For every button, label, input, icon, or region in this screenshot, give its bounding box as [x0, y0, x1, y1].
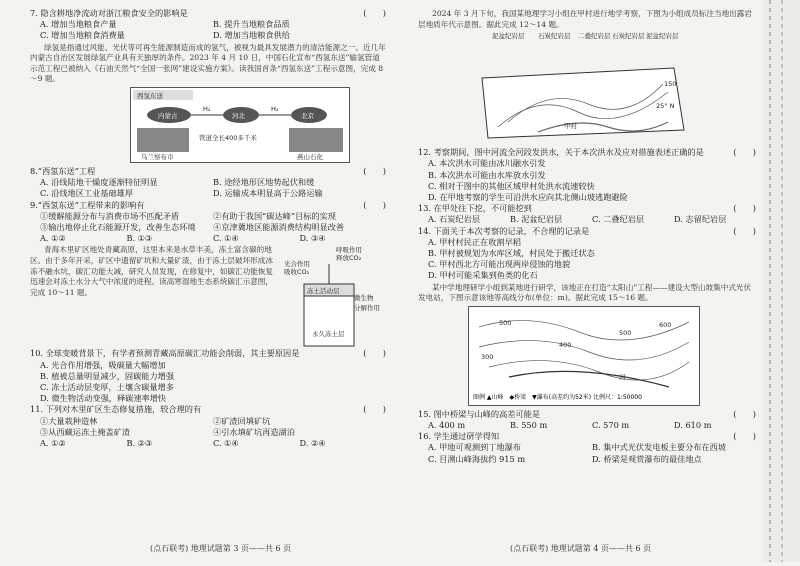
q15-options: A. 400 m B. 550 m C. 570 m D. 610 m	[428, 420, 712, 431]
q11-options: A. ①② B. ②③ C. ①④ D. ②④	[40, 438, 326, 449]
figure-contour-map	[468, 306, 700, 406]
q7-options: A. 增加当地粮食产量 B. 提升当地粮食品质 C. 增加当地粮食消费量 D. 增加当地粮食供给	[40, 19, 290, 41]
label-photosynthesis: 光合作用	[284, 260, 310, 269]
footer-page4: (点石联考) 地理试题第 4 页——共 6 页	[510, 544, 652, 553]
contour-400: 400	[559, 340, 572, 349]
q12-options: A. 本次洪水可能由冰川融水引发 B. 本次洪水可能由水库放水引发 C. 相对于图中的其他区域甲村处洪水流速较快 D. 在甲地考察的学生可沿洪水应向其北侧山坡逃跑避险	[428, 158, 628, 202]
q9-items: ①缓解能源分布与消费市场不匹配矛盾 ②有助于我国“碳达峰”目标的实现 ③输出地停止化石能源开发，改善生态环境 ④京津冀地区能源消费结构明显改善	[40, 210, 345, 232]
passage-solar: 某中学地理研学小组到某地进行研学，该地正在打造“太阳山”工程——建设大型山坡集中式光伏发电站，下图示意该地等高线分布(单位：m)。据此完成 15～16 题。	[418, 282, 752, 303]
q8-stem: 8.“西氢东送”工程 ( )	[30, 165, 386, 176]
q10-stem: 10. 全球变暖背景下，有学者预测青藏高原碳汇功能会削弱，其主要原因是 ( )	[30, 348, 386, 359]
q16-stem: 16. 学生通过研学得知 ( )	[418, 431, 756, 442]
passage-hydrogen: 绿氢是指通过风能、光伏等可再生能源制造而成的氢气，被视为最具发展潜力的清洁能源之一。近几年内蒙古自治区发展绿氢产业具有天独厚的条件。2023 年 4 月 10 日，中国石化宣布“西氢东送”输氢管道示范工程已被纳入《石油天然气“全国一张网”建设实施方案》。读我国首条“西氢东送”工程示意图，完成 8～9 题。	[30, 42, 386, 84]
village-label: 甲村	[564, 122, 577, 131]
right-page	[400, 0, 762, 562]
label-absorb-co2: 吸收CO₂	[284, 268, 310, 277]
map-legend: 图例 ▲山峰 ◆桥梁 ▼瀑布(高差约为52米) 比例尺：1:50000	[473, 393, 642, 401]
q9-options: A. ①② B. ①③ C. ①④ D. ③④	[40, 233, 326, 244]
contour-300: 300	[481, 352, 494, 361]
photo-ulanqab	[137, 128, 189, 152]
node-neimenggu: 内蒙古	[158, 111, 178, 120]
contour-500b: 500	[619, 328, 632, 337]
layer-label-4: 石炭纪岩层	[612, 32, 645, 41]
q14-stem: 14. 下面关于本次考察的记录，不合理的记录是 ( )	[418, 225, 756, 236]
q11-items: ①大量栽种造林 ②矿渣回填矿坑 ③从西藏运冻土掩盖矿渣 ④引水填矿坑再造湖泊	[40, 415, 295, 437]
q15-stem: 15. 图中桥梁与山峰的高差可能是 ( )	[418, 408, 756, 419]
node-beijing: 北京	[301, 111, 314, 120]
q12-stem: 12. 考察期间，图中河流全河段发洪水，关于本次洪水及应对措施表述正确的是 ( )	[418, 147, 756, 158]
contour-label: 150	[664, 80, 677, 89]
pipe-length: 管道全长400多千米	[199, 133, 257, 142]
binding-dashes	[762, 0, 800, 562]
figure-strata	[478, 32, 688, 144]
binding-margin	[762, 0, 800, 562]
q9-stem: 9.“西氢东送”工程带来的影响有 ( )	[30, 199, 386, 210]
contour-line	[479, 340, 689, 359]
figure-west-hydrogen	[130, 87, 350, 163]
river-line	[509, 371, 669, 387]
node-hebei: 河北	[232, 111, 245, 120]
fig1-title: 西氢东送	[137, 91, 163, 100]
latitude-label: 25° N	[656, 102, 675, 111]
layer-label-3: 二叠纪岩层	[578, 32, 611, 41]
contour-600: 600	[659, 320, 672, 329]
q8-options: A. 沿线陆地干燥度逐渐特征明显 B. 途经地形区地势起伏和缓 C. 沿线地区工业基础雄厚 D. 运输成本明显高于公路运输	[40, 177, 323, 199]
passage-geology: 2024 年 3 月下旬，我国某地理学习小组在甲村进行地学考察，下图为小组成员标注当地出露岩层地质年代示意图。据此完成 12～14 题。	[418, 9, 752, 29]
label-release-co2: 释放CO₂	[336, 254, 362, 263]
label-microbe: 微生物	[354, 294, 374, 303]
contour-line	[489, 360, 689, 379]
q13-stem: 13. 在甲处往下挖，不可能挖到 ( )	[418, 203, 756, 214]
q14-options: A. 甲村村民正在收割早稻 B. 甲村被规划为水库区域，村民处于搬迁状态 C. 甲村西北方可能出现两岸侵蚀的地貌 D. 甲村可能采集到鱼类的化石	[428, 236, 595, 281]
photo-yanshan	[289, 128, 343, 152]
passage-muli: 青海木里矿区地处青藏高原，这里本来是水草丰美，冻土富含碳的地区。由于多年开采，矿区中遗留矿坑和大量矿渣，由于冻土层破坏形成冰冻不融水坑，碳汇功能大减，研究人员发现，在修复中，如碳汇功能恢复迅速会对冻土水分大气中浓度的进程。读高寒湿地生态系统碳汇示意图，完成 10～11 题。	[30, 245, 273, 297]
q11-stem: 11. 下列对木里矿区生态修复措施，较合理的有 ( )	[30, 404, 386, 415]
photo1-caption: 乌兰察布市	[141, 152, 174, 161]
q7-stem: 7. 隐含耕地净流动对浙江粮食安全的影响是 ( )	[30, 8, 386, 18]
layer-label-1: 泥盆纪岩层	[492, 32, 525, 41]
label-decompose: 分解作用	[354, 304, 380, 313]
strata-map	[478, 32, 688, 144]
label-respiration: 呼吸作用	[336, 246, 362, 255]
hydrogen-diagram	[131, 88, 349, 162]
passage2-block	[30, 244, 386, 348]
q13-options: A. 石炭纪岩层 B. 泥盆纪岩层 C. 二叠纪岩层 D. 志留纪岩层	[428, 214, 727, 225]
contour-500: 500	[499, 318, 512, 327]
carbon-sink-diagram	[284, 244, 384, 348]
h2-label-2: H₂	[271, 104, 279, 113]
layer-label-2: 石炭纪岩层	[538, 32, 571, 41]
contour-map	[469, 307, 699, 405]
q10-options: A. 光合作用增强，吸碳量大幅增加 B. 植被总量明显减少，固碳能力增强 C. 冻土活动层变厚，土壤含碳量增多 D. 微生物活动变强，释碳速率增快	[40, 359, 175, 404]
label-active-layer: 冻土活动层	[307, 287, 340, 296]
layer-label-5: 泥盆纪岩层	[646, 32, 679, 41]
photo2-caption: 燕山石化	[297, 152, 323, 161]
left-page	[0, 0, 400, 562]
river-label: 河	[619, 372, 626, 381]
q16-options: A. 甲地可观测到丁地瀑布 B. 集中式光伏发电板主要分布在西坡 C. 目测山峰海拔约 915 m D. 桥梁是观赏瀑布的最佳地点	[428, 442, 727, 464]
label-permafrost: 永久冻土层	[312, 330, 345, 339]
footer-page3: (点石联考) 地理试题第 3 页——共 6 页	[150, 544, 292, 553]
h2-label-1: H₂	[203, 104, 211, 113]
